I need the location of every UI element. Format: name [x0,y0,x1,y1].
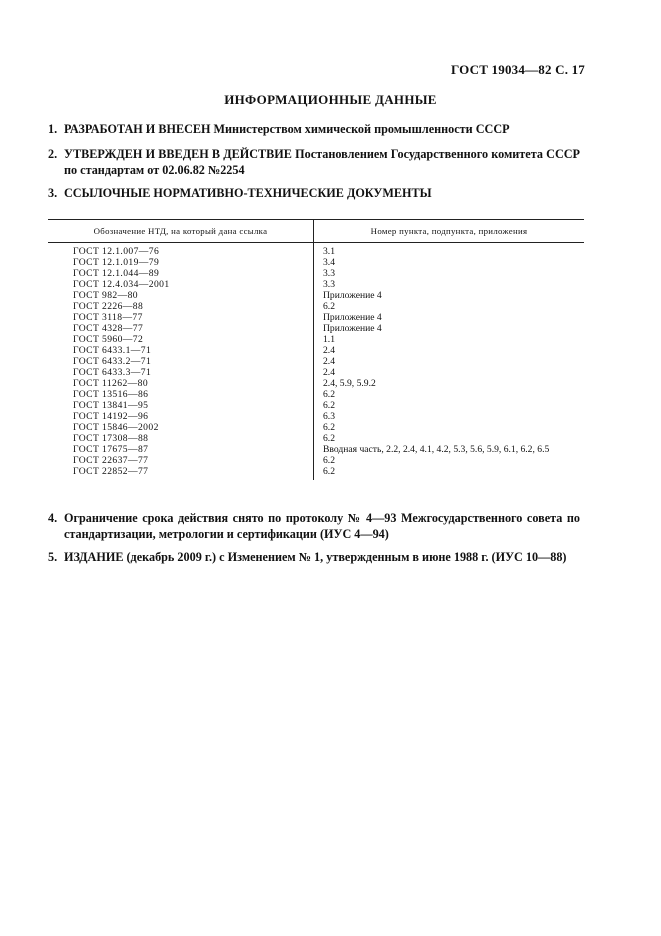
item-text: Постановлением Государственного комитета СССР по стандартам от 02.06.82 №2254 [64,147,580,177]
table-row [48,466,584,480]
cell-document: ГОСТ 12.1.044—89 [48,268,314,279]
table-row [48,367,584,378]
table-row [48,356,584,367]
table-row [48,279,584,290]
cell-clause: 2.4 [323,345,335,356]
table-row [48,378,584,389]
cell-clause: 6.2 [323,389,335,400]
cell-document: ГОСТ 15846—2002 [48,422,314,433]
cell-document: ГОСТ 5960—72 [48,334,314,345]
cell-clause: 2.4 [323,356,335,367]
cell-clause: 6.2 [323,422,335,433]
cell-document: ГОСТ 6433.2—71 [48,356,314,367]
column-header-clause: Номер пункта, подпункта, приложения [314,220,585,243]
cell-clause: 3.4 [323,257,335,268]
table-row [48,433,584,444]
table-row [48,455,584,466]
info-item-2 [48,146,580,178]
item-number: 1. [48,122,58,136]
cell-document: ГОСТ 4328—77 [48,323,314,334]
table-row [48,257,584,268]
cell-document: ГОСТ 12.1.019—79 [48,257,314,268]
item-text: Министерством химической промышленности СССР [210,122,510,136]
cell-clause: 1.1 [323,334,335,345]
cell-clause: 6.2 [323,455,335,466]
info-item-4 [48,510,580,542]
page-header-doc-ref: ГОСТ 19034—82 С. 17 [451,62,585,77]
cell-document: ГОСТ 11262—80 [48,378,314,389]
table-header-row [48,220,584,243]
item-lead: РАЗРАБОТАН И ВНЕСЕН [64,122,211,136]
table-row [48,323,584,334]
cell-clause: 6.2 [323,301,335,312]
cell-document: ГОСТ 22852—77 [48,466,314,480]
table-row [48,312,584,323]
cell-document: ГОСТ 12.4.034—2001 [48,279,314,290]
cell-document: ГОСТ 6433.1—71 [48,345,314,356]
table-body [48,243,584,481]
cell-document: ГОСТ 22637—77 [48,455,314,466]
cell-clause: Вводная часть, 2.2, 2.4, 4.1, 4.2, 5.3, 5.6, 5.9, 6.1, 6.2, 6.5 [323,444,550,455]
table-row [48,290,584,301]
table-row [48,334,584,345]
cell-document: ГОСТ 982—80 [48,290,314,301]
info-item-3 [48,185,580,201]
cell-clause: Приложение 4 [323,312,382,323]
item-text: (декабрь 2009 г.) с Изменением № 1, утвержденным в июне 1988 г. (ИУС 10—88) [123,550,567,564]
column-header-document: Обозначение НТД, на который дана ссылка [48,220,314,243]
cell-document: ГОСТ 12.1.007—76 [48,243,314,258]
cell-document: ГОСТ 6433.3—71 [48,367,314,378]
cell-document: ГОСТ 13841—95 [48,400,314,411]
table-row [48,389,584,400]
item-lead: ИЗДАНИЕ [64,550,124,564]
cell-clause: 6.3 [323,411,335,422]
cell-clause: 2.4 [323,367,335,378]
item-lead: ССЫЛОЧНЫЕ НОРМАТИВНО-ТЕХНИЧЕСКИЕ ДОКУМЕНТЫ [64,186,432,200]
table-row [48,400,584,411]
item-text: Ограничение срока действия снято по протоколу № 4—93 Межгосударственного совета по стандартизации, метрологии и сертификации (ИУС 4—94) [64,511,580,541]
cell-clause: 3.3 [323,279,335,290]
reference-documents-table [48,219,584,480]
cell-document: ГОСТ 3118—77 [48,312,314,323]
table-row [48,268,584,279]
item-number: 3. [48,186,58,200]
cell-clause: 6.2 [323,433,335,444]
cell-document: ГОСТ 14192—96 [48,411,314,422]
item-lead: УТВЕРЖДЕН И ВВЕДЕН В ДЕЙСТВИЕ [64,147,292,161]
table-row [48,422,584,433]
cell-document: ГОСТ 2226—88 [48,301,314,312]
info-item-5 [48,549,580,565]
info-item-1 [48,121,580,137]
cell-clause: Приложение 4 [323,290,382,301]
table-row [48,411,584,422]
table-row [48,444,584,455]
page-title: ИНФОРМАЦИОННЫЕ ДАННЫЕ [224,92,437,107]
item-number: 4. [48,511,58,525]
cell-clause: 3.3 [323,268,335,279]
item-number: 2. [48,147,58,161]
cell-clause: Приложение 4 [323,323,382,334]
cell-clause: 3.1 [323,246,335,257]
cell-document: ГОСТ 13516—86 [48,389,314,400]
cell-document: ГОСТ 17675—87 [48,444,314,455]
table-row [48,243,584,258]
table-row [48,301,584,312]
cell-clause: 6.2 [323,400,335,411]
table-row [48,345,584,356]
cell-document: ГОСТ 17308—88 [48,433,314,444]
cell-clause: 6.2 [323,466,335,477]
cell-clause: 2.4, 5.9, 5.9.2 [323,378,376,389]
item-number: 5. [48,550,58,564]
